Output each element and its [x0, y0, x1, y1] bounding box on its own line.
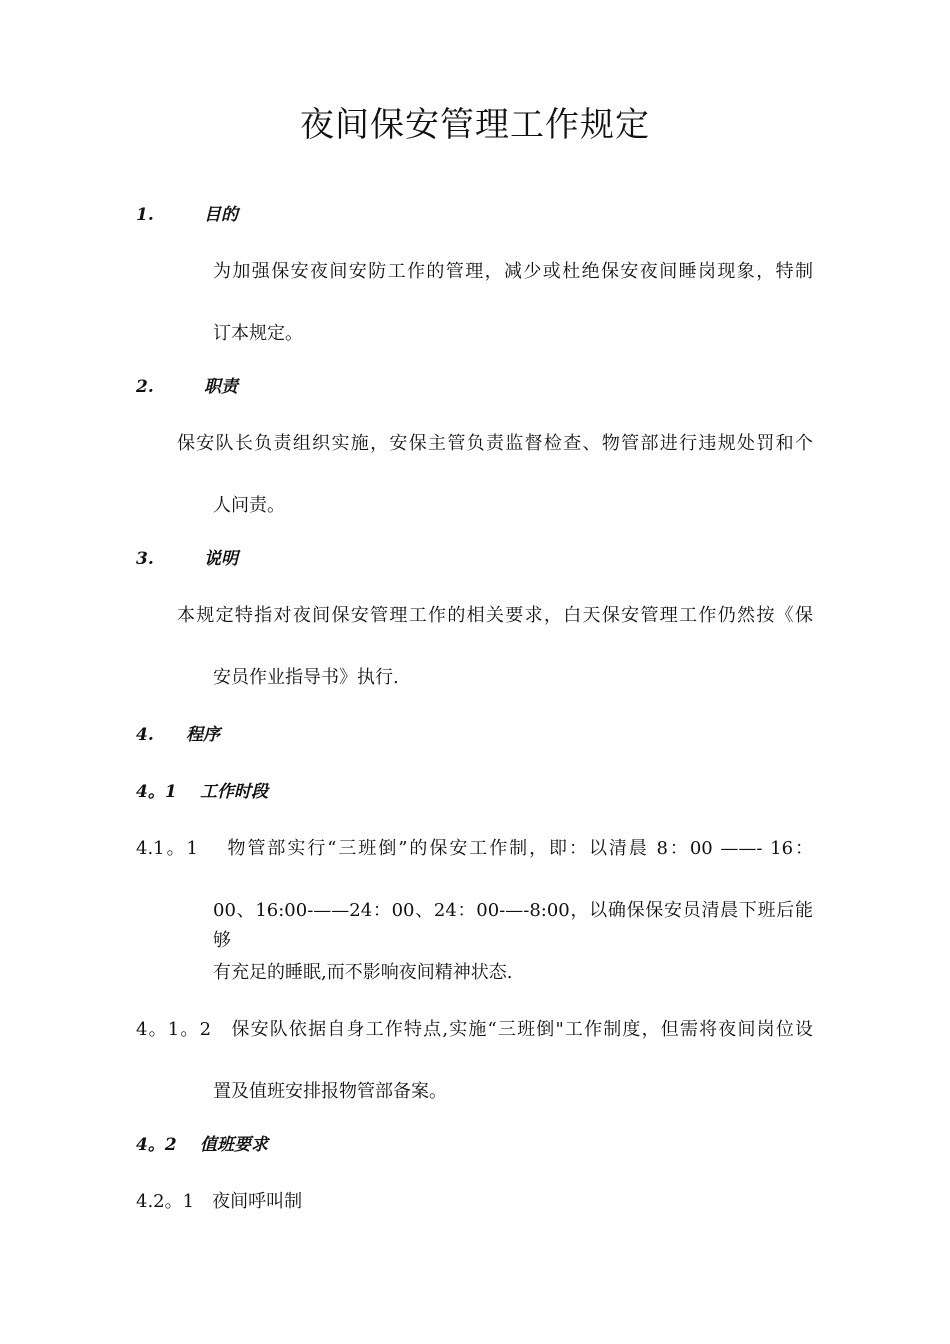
section-heading-text: 工作时段	[200, 782, 268, 802]
document-title: 夜间保安管理工作规定	[300, 105, 650, 145]
section-number: 4.	[136, 725, 154, 745]
section-number: 1.	[136, 205, 154, 225]
section-number: 4。2	[136, 1135, 177, 1155]
paragraph-line: 人问责。	[213, 495, 285, 516]
section-3-heading	[136, 544, 238, 574]
section-number: 2.	[136, 377, 154, 397]
section-4-1-heading	[136, 777, 268, 807]
paragraph-line: 有充足的睡眠,而不影响夜间精神状态.	[213, 962, 513, 983]
paragraph-line: 安员作业指导书》执行.	[213, 667, 399, 688]
section-4-heading	[136, 720, 220, 750]
section-heading-text: 职责	[204, 377, 238, 397]
paragraph-line: 保安队长负责组织实施，安保主管负责监督检查、物管部进行违规处罚和个	[177, 433, 813, 454]
paragraph-line: 本规定特指对夜间保安管理工作的相关要求，白天保安管理工作仍然按《保	[177, 605, 813, 626]
paragraph-line: 为加强保安夜间安防工作的管理，减少或杜绝保安夜间睡岗现象，特制	[213, 261, 813, 282]
paragraph-line: 00、16:00-——24：00、24：00-—-8:00，以确保保安员清晨下班后能够	[213, 900, 813, 951]
paragraph-line: 4。1。2 保安队依据自身工作特点,实施“三班倒"工作制度，但需将夜间岗位设	[136, 1019, 813, 1040]
section-heading-text: 目的	[204, 205, 238, 225]
section-heading-text: 说明	[204, 549, 238, 569]
section-number: 3.	[136, 549, 154, 569]
section-2-heading	[136, 372, 238, 402]
paragraph-line: 4.2。1 夜间呼叫制	[136, 1191, 303, 1212]
section-1-heading	[136, 200, 238, 230]
section-heading-text: 程序	[186, 725, 220, 745]
paragraph-line: 4.1。1 物管部实行“三班倒”的保安工作制，即：以清晨 8：00 ——- 16：	[136, 838, 813, 859]
section-number: 4。1	[136, 782, 177, 802]
section-4-2-heading	[136, 1130, 268, 1160]
section-heading-text: 值班要求	[200, 1135, 268, 1155]
paragraph-line: 置及值班安排报物管部备案。	[213, 1081, 447, 1102]
paragraph-line: 订本规定。	[213, 323, 303, 344]
